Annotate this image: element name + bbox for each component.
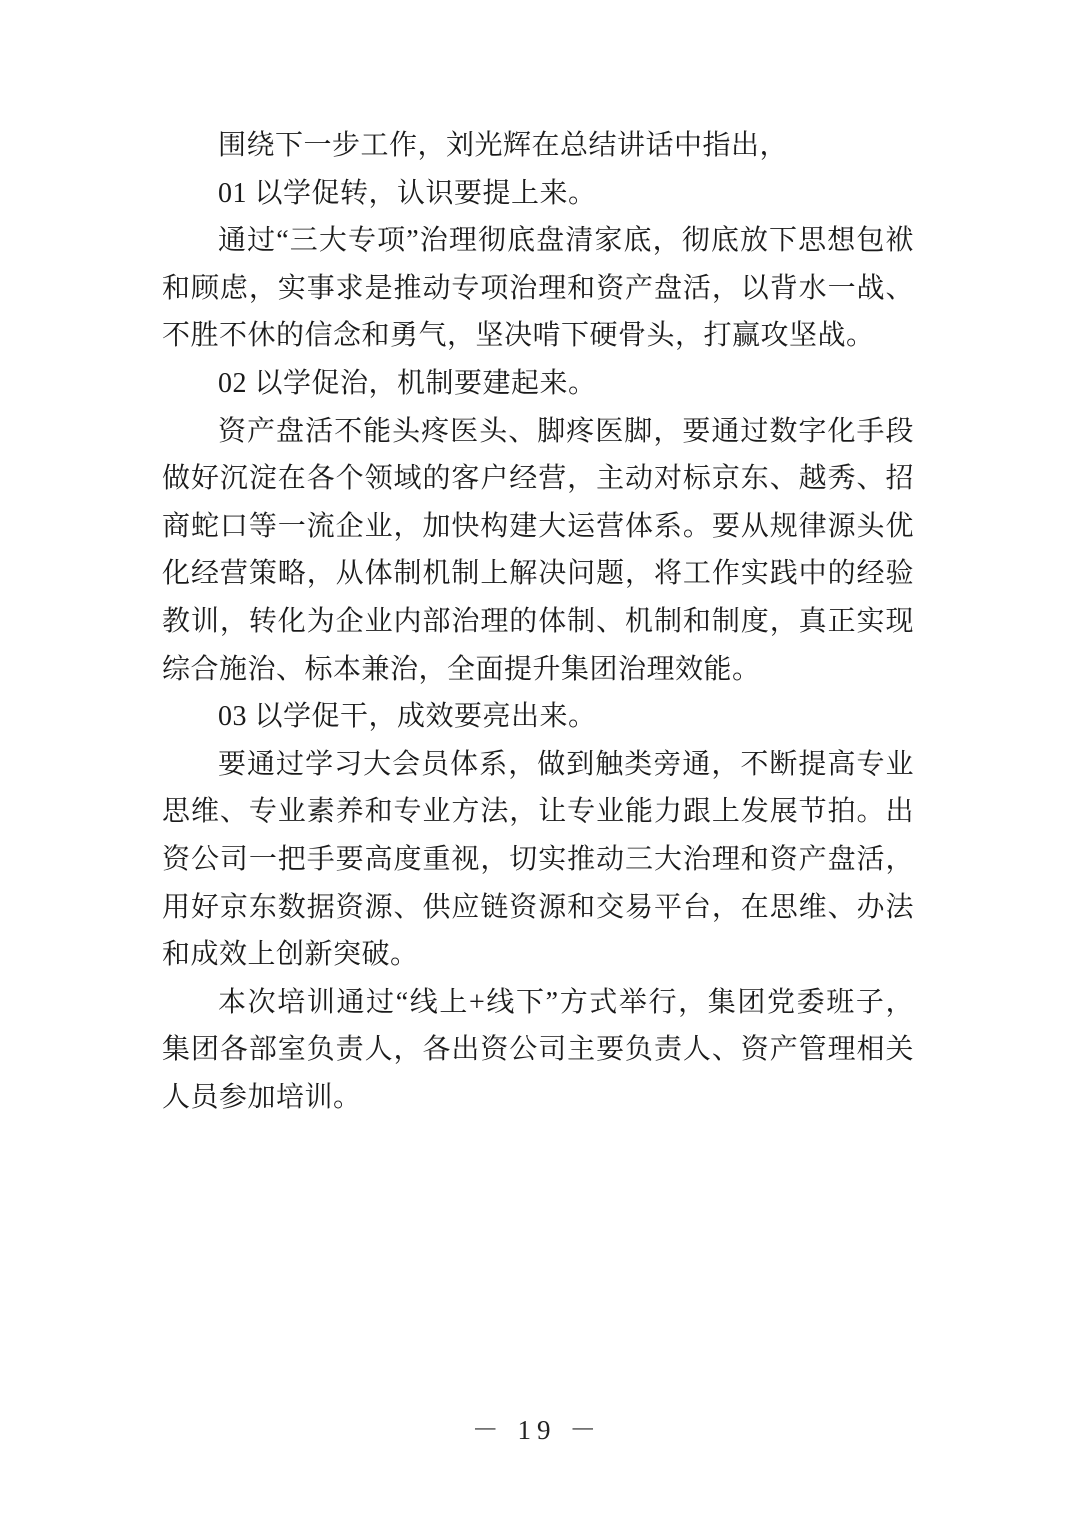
paragraph-body-02: 资产盘活不能头疼医头、脚疼医脚，要通过数字化手段做好沉淀在各个领域的客户经营，主动对标京东、越秀、招商蛇口等一流企业，加快构建大运营体系。要从规律源头优化经营策略，从体制机制上解决问题，将工作实践中的经验教训，转化为企业内部治理的体制、机制和制度，真正实现综合施治、标本兼治，全面提升集团治理效能。 (162, 415, 914, 685)
document-body (162, 122, 914, 1121)
paragraph-heading-01: 01 以学促转，认识要提上来。 (218, 177, 597, 209)
paragraph-intro: 围绕下一步工作，刘光辉在总结讲话中指出， (218, 130, 789, 161)
paragraph-body-01: 通过“三大专项”治理彻底盘清家底，彻底放下思想包袱和顾虑，实事求是推动专项治理和资产盘活，以背水一战、不胜不休的信念和勇气，坚决啃下硬骨头，打赢攻坚战。 (162, 225, 914, 352)
paragraph-heading-03: 03 以学促干，成效要亮出来。 (218, 701, 597, 733)
paragraph-heading-02: 02 以学促治，机制要建起来。 (218, 367, 597, 399)
page-number: － 19 － (471, 1415, 603, 1445)
paragraph-body-03: 要通过学习大会员体系，做到触类旁通，不断提高专业思维、专业素养和专业方法，让专业能力跟上发展节拍。出资公司一把手要高度重视，切实推动三大治理和资产盘活，用好京东数据资源、供应链资源和交易平台，在思维、办法和成效上创新突破。 (162, 748, 914, 971)
paragraph-closing: 本次培训通过“线上+线下”方式举行，集团党委班子，集团各部室负责人，各出资公司主要负责人、资产管理相关人员参加培训。 (162, 986, 914, 1113)
